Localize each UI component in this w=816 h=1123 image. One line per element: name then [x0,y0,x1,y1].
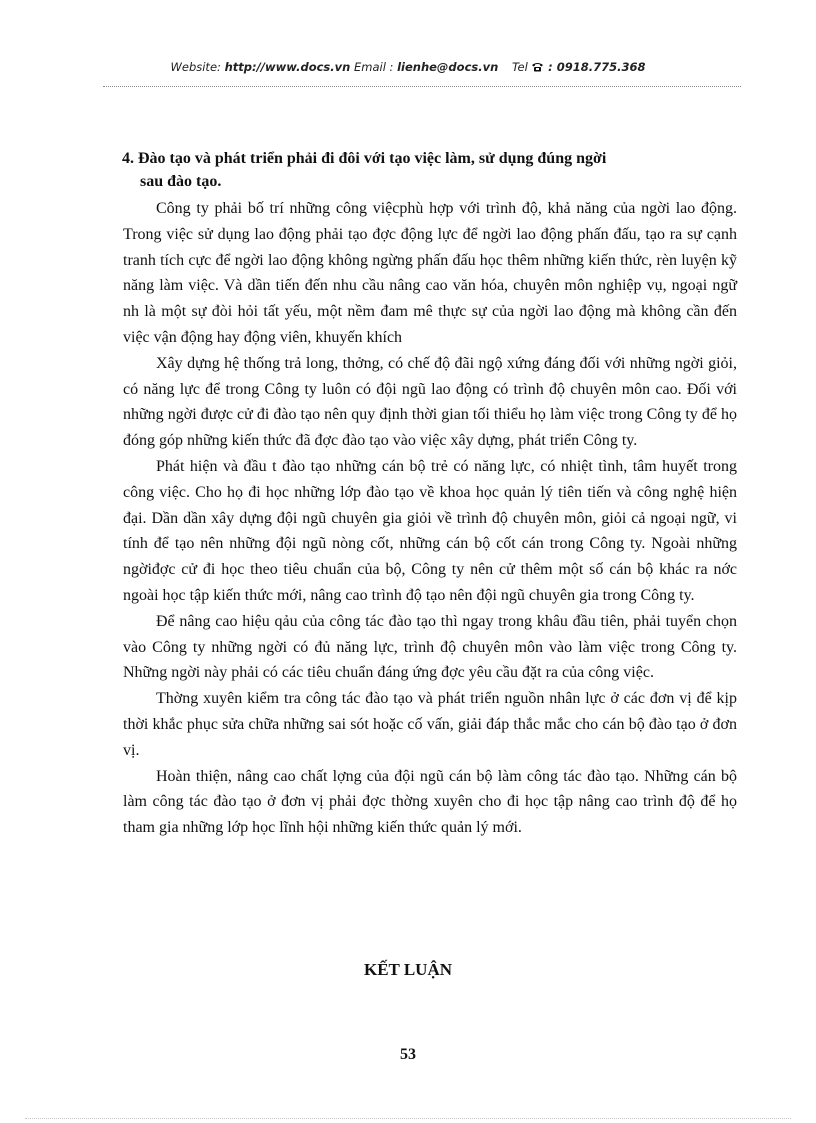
body-text [123,196,737,841]
phone-icon [531,62,544,72]
website-link[interactable]: http://www.docs.vn [224,60,351,74]
header-divider [103,86,741,87]
footer-divider [25,1118,791,1119]
paragraph: Phát hiện và đầu t đào tạo những cán bộ trẻ có năng lực, có nhiệt tình, tâm huyết trong công việc. Cho họ đi học những lớp đào tạo về khoa học quản lý tiên tiến và công nghệ hiện đại. Dần dần xây dựng đội ngũ chuyên gia giỏi về trình độ chuyên môn, giỏi cả ngoại ngữ, vi tính để tạo nên những đội ngũ nòng cốt, những cán bộ cốt cán trong Công ty. Ngoài những ngờiđợc cử đi học theo tiêu chuẩn của bộ, Công ty nên cử thêm một số cán bộ khác ra nớc ngoài học tập kiến thức mới, nâng cao trình độ tạo nên đội ngũ chuyên gia trong Công ty. [123,457,737,604]
website-label: Website: [170,60,221,74]
email-link[interactable]: lienhe@docs.vn [397,60,499,74]
section-heading-line1: 4. Đào tạo và phát triển phải đi đôi với tạo việc làm, sử dụng đúng ngời [122,150,607,167]
phone-number: : 0918.775.368 [548,60,646,74]
paragraph: Công ty phải bố trí những công việcphù hợp với trình độ, khả năng của ngời lao động. Trong việc sử dụng lao động phải tạo đợc động lực để ngời lao động phấn đấu, tạo ra sự cạnh tranh tích cực để ngời lao động không ngừng phấn đấu học thêm những kiến thức, rèn luyện kỹ năng làm việc. Và dần tiến đến nhu cầu nâng cao văn hóa, chuyên môn nghiệp vụ, ngoại ngữ nh là một sự đòi hỏi tất yếu, một nềm đam mê thực sự của ngời lao động mà không cần đến việc vận động hay động viên, khuyến khích [123,200,737,346]
paragraph: Xây dựng hệ thống trả long, thởng, có chế độ đãi ngộ xứng đáng đối với những ngời giỏi, có năng lực để trong Công ty luôn có đội ngũ lao động có trình độ chuyên môn cao. Đối với những ngời được cử đi đào tạo nên quy định thời gian tối thiểu họ làm việc trong Công ty để họ đóng góp những kiến thức đã đợc đào tạo vào việc xây dựng, phát triển Công ty. [123,354,737,450]
paragraph: Thờng xuyên kiểm tra công tác đào tạo và phát triển nguồn nhân lực ở các đơn vị để kịp thời khắc phục sửa chữa những sai sót hoặc cố vấn, giải đáp thắc mắc cho cán bộ đào tạo ở đơn vị. [123,690,737,759]
conclusion-heading: KẾT LUẬN [363,960,452,979]
email-label: Email : [353,60,394,74]
page-number: 53 [400,1046,416,1063]
paragraph: Hoàn thiện, nâng cao chất lợng của đội ngũ cán bộ làm công tác đào tạo. Những cán bộ làm công tác đào tạo ở đơn vị phải đợc thờng xuyên cho đi học tập nâng cao trình độ để họ tham gia những lớp học lĩnh hội những kiến thức quản lý mới. [123,767,737,837]
paragraph: Để nâng cao hiệu qảu của công tác đào tạo thì ngay trong khâu đầu tiên, phải tuyển chọn vào Công ty những ngời có đủ năng lực, trình độ chuyên môn vào làm việc trong Công ty. Những ngời này phải có các tiêu chuẩn đáng ứng đợc yêu cầu đặt ra của công việc. [123,612,737,682]
tel-label: Tel [511,60,528,74]
page-header [0,60,816,74]
section-heading [122,147,722,193]
section-heading-line2: sau đào tạo. [140,173,222,190]
